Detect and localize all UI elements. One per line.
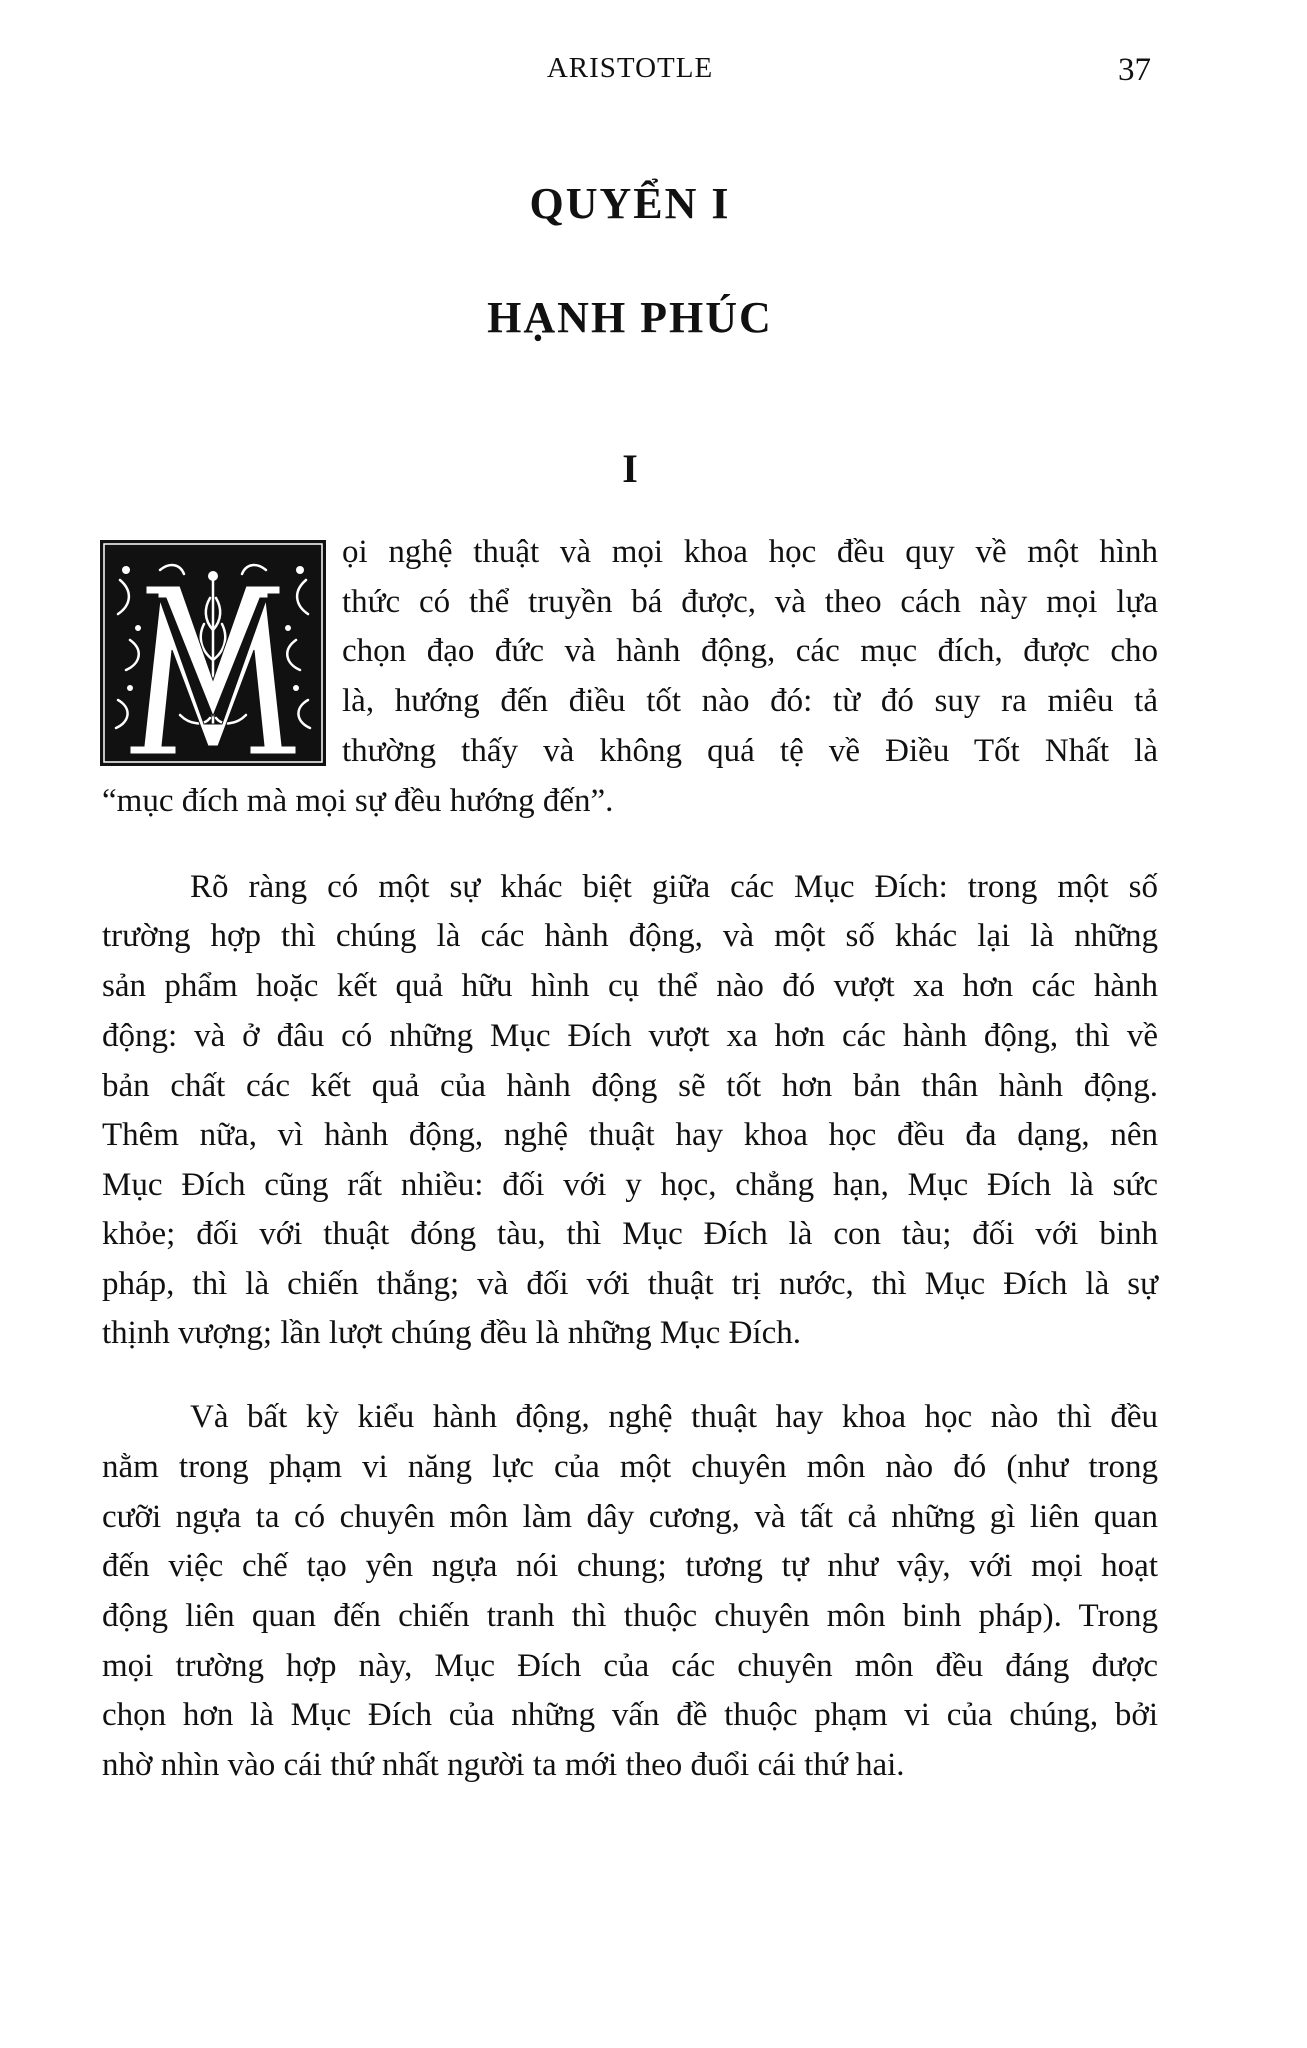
paragraph-3-line-7: chọn hơn là Mục Đích của những vấn đề thuộc phạm vi của chúng, bởi xyxy=(102,1697,1158,1733)
paragraph-2-line-7: Mục Đích cũng rất nhiều: đối với y học, chẳng hạn, Mục Đích là sức xyxy=(102,1167,1158,1203)
paragraph-2-line-8: khỏe; đối với thuật đóng tàu, thì Mục Đích là con tàu; đối với binh xyxy=(102,1216,1158,1252)
paragraph-3-line-5: động liên quan đến chiến tranh thì thuộc chuyên môn binh pháp). Trong xyxy=(102,1598,1158,1634)
paragraph-1-line-2: thức có thể truyền bá được, và theo cách này mọi lựa xyxy=(342,584,1158,620)
paragraph-3-line-3: cưỡi ngựa ta có chuyên môn làm dây cương, và tất cả những gì liên quan xyxy=(102,1499,1158,1535)
paragraph-2-line-10: thịnh vượng; lần lượt chúng đều là những Mục Đích. xyxy=(102,1315,801,1351)
paragraph-1-line-3: chọn đạo đức và hành động, các mục đích, được cho xyxy=(342,633,1158,669)
paragraph-2-line-3: sản phẩm hoặc kết quả hữu hình cụ thể nào đó vượt xa hơn các hành xyxy=(102,968,1158,1004)
ornate-initial-M-icon xyxy=(100,540,326,766)
paragraph-3-line-4: đến việc chế tạo yên ngựa nói chung; tương tự như vậy, với mọi hoạt xyxy=(102,1548,1158,1584)
paragraph-1-line-4: là, hướng đến điều tốt nào đó: từ đó suy ra miêu tả xyxy=(342,683,1158,719)
running-title: ARISTOTLE xyxy=(546,52,714,84)
paragraph-1-line-6: “mục đích mà mọi sự đều hướng đến”. xyxy=(102,783,614,819)
paragraph-2-line-1: Rõ ràng có một sự khác biệt giữa các Mục Đích: trong một số xyxy=(190,869,1158,905)
paragraph-2-line-2: trường hợp thì chúng là các hành động, và một số khác lại là những xyxy=(102,918,1158,954)
running-head xyxy=(0,52,1307,92)
paragraph-2-line-9: pháp, thì là chiến thắng; và đối với thuật trị nước, thì Mục Đích là sự xyxy=(102,1266,1158,1302)
paragraph-3-line-2: nằm trong phạm vi năng lực của một chuyên môn nào đó (như trong xyxy=(102,1449,1158,1485)
paragraph-2-line-5: bản chất các kết quả của hành động sẽ tốt hơn bản thân hành động. xyxy=(102,1068,1158,1104)
paragraph-2-line-6: Thêm nữa, vì hành động, nghệ thuật hay khoa học đều đa dạng, nên xyxy=(102,1117,1158,1153)
paragraph-3-line-8: nhờ nhìn vào cái thứ nhất người ta mới theo đuổi cái thứ hai. xyxy=(102,1747,905,1783)
page-number: 37 xyxy=(1118,52,1151,88)
paragraph-1-line-5: thường thấy và không quá tệ về Điều Tốt Nhất là xyxy=(342,733,1158,769)
section-numeral: I xyxy=(622,446,638,491)
paragraph-3-line-6: mọi trường hợp này, Mục Đích của các chuyên môn đều đáng được xyxy=(102,1648,1158,1684)
paragraph-2-line-4: động: và ở đâu có những Mục Đích vượt xa hơn các hành động, thì về xyxy=(102,1018,1158,1054)
paragraph-3-line-1: Và bất kỳ kiểu hành động, nghệ thuật hay khoa học nào thì đều xyxy=(190,1399,1158,1435)
paragraph-1-line-1: ọi nghệ thuật và mọi khoa học đều quy về một hình xyxy=(342,534,1158,570)
chapter-title: HẠNH PHÚC xyxy=(487,293,773,342)
book-title: QUYỂN I xyxy=(529,179,731,228)
